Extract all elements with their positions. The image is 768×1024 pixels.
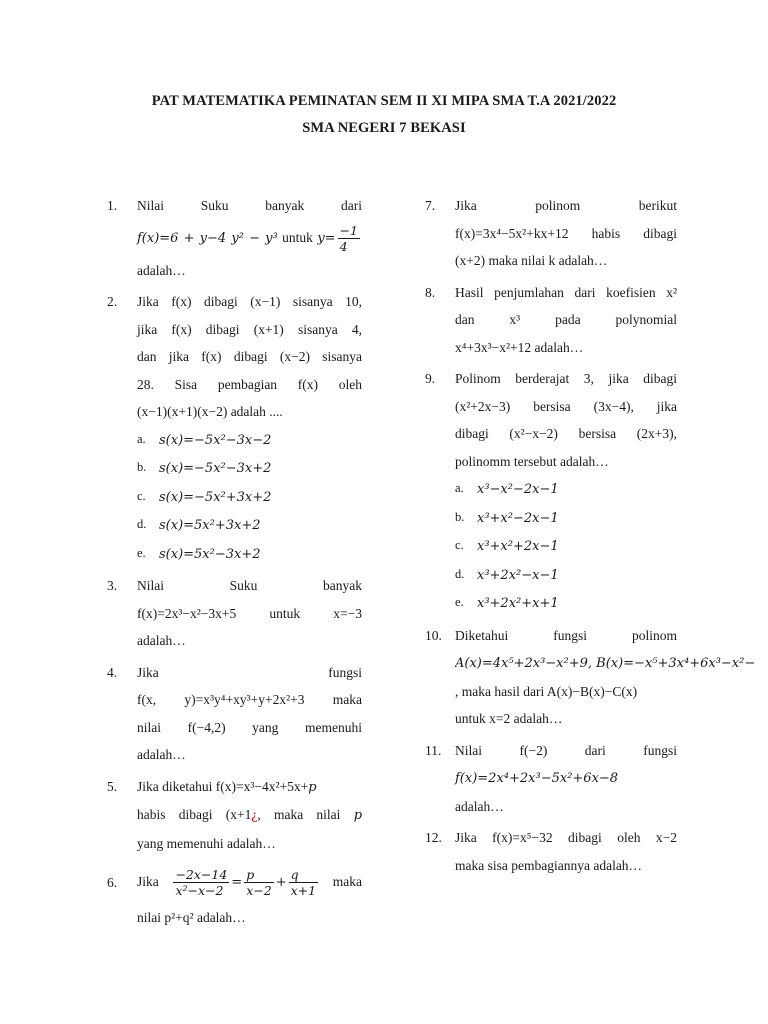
option-e: e. s(x)=5x²−3x+2 (137, 545, 261, 562)
question-4: 4. Jika fungsi f(x, y)=x³y⁴+xy³+y+2x²+3 maka nilai f(−4,2) yang memenuhi adalah… (107, 659, 362, 769)
left-column (107, 192, 362, 936)
question-1: 1. Nilai Suku banyak dari f(x)=6 + y−4 y² − y³ untuk y= $\frac{-1}{4}$ adalah… (107, 192, 362, 284)
question-number: 9. (425, 371, 436, 386)
question-8: 8. Hasil penjumlahan dari koefisien x² dan x³ pada polynomial x⁴+3x³−x²+12 adalah… (425, 279, 677, 362)
question-number: 12. (425, 830, 442, 845)
question-9: 9. Polinom berderajat 3, jika dibagi (x²+2x−3) bersisa (3x−4), jika dibagi (x²−x−2) bersisa (2x+3), polinomm tersebut adalah… a. x³−x²−2x−1 b. x³+x²−2x−1 c. x³+x²+2x−1 d. x³+2x²−x−1 e. x³+2x²+x+1 (425, 365, 677, 618)
question-5: 5. Jika diketahui f(x)=x³−4x²+5x+p habis dibagi (x+1¿, maka nilai p yang memenuhi adalah… (107, 773, 362, 858)
school-name: SMA NEGERI 7 BEKASI (302, 120, 466, 136)
question-11: 11. Nilai f(−2) dari fungsi f(x)=2x⁴+2x³−5x²+6x−8 adalah… (425, 737, 677, 821)
question-number: 6. (107, 875, 118, 890)
option-b: b. x³+x²−2x−1 (455, 509, 559, 526)
question-number: 5. (107, 778, 118, 794)
question-number: 4. (107, 664, 118, 680)
question-number: 8. (425, 284, 436, 300)
question-number: 7. (425, 198, 436, 213)
question-3: 3. Nilai Suku banyak f(x)=2x³−x²−3x+5 untuk x=−3 adalah… (107, 572, 362, 655)
option-d: d. x³+2x²−x−1 (455, 566, 559, 583)
fraction: $\frac{p}{x-2}$ (246, 867, 272, 899)
question-2: 2. Jika f(x) dibagi (x−1) sisanya 10, jika f(x) dibagi (x+1) sisanya 4, dan jika f(x) dibagi (x−2) sisanya 28. Sisa pembagian f(x) oleh (x−1)(x+1)(x−2) adalah .... a. s(x)=−5x²−3x−2 b. s(x)=−5x²−3x+2 c. s(x)=−5x²+3x+2 d. s(x)=5x²+3x+2 e. s(x)=5x²−3x+2 (107, 288, 362, 568)
exam-title: PAT MATEMATIKA PEMINATAN SEM II XI MIPA SMA T.A 2021/2022 (151, 93, 617, 109)
fraction: $\frac{q}{x+1}$ (290, 867, 317, 899)
option-a: a. s(x)=−5x²−3x−2 (137, 431, 272, 448)
question-12: 12. Jika f(x)=x⁵−32 dibagi oleh x−2 maka sisa pembagiannya adalah… (425, 824, 677, 879)
fraction: $\frac{-2x-14}{\text{x²−x−2}}$ (175, 867, 228, 899)
option-c: c. s(x)=−5x²+3x+2 (137, 488, 272, 505)
option-e: e. x³+2x²+x+1 (455, 595, 559, 611)
question-7: 7. Jika polinom berikut f(x)=3x⁴−5x²+kx+12 habis dibagi (x+2) maka nilai k adalah… (425, 192, 677, 275)
option-a: a. x³−x²−2x−1 (455, 481, 559, 497)
option-c: c. x³+x²+2x−1 (455, 538, 559, 554)
question-10: 10. Diketahui fungsi polinom A(x)=4x⁵+2x³−x²+9, B(x)=−x⁵+3x⁴+6x³−x²− , maka hasil dari A(x)−B(x)−C(x) untuk x=2 adalah… (425, 622, 677, 733)
question-number: 11. (425, 742, 442, 758)
question-number: 1. (107, 198, 118, 213)
question-number: 3. (107, 578, 118, 593)
question-number: 2. (107, 294, 118, 309)
question-6: 6. Jika $\frac{-2x-14}{\text{x²−x−2}}$ = $\frac{p}{x-2}$ + $\frac{q}{x+1}$ maka nilai p²+q² adalah… (107, 867, 363, 925)
question-number: 10. (425, 627, 442, 643)
right-column (425, 192, 756, 883)
fraction: $\frac{-1}{4}$ (339, 222, 359, 254)
option-d: d. s(x)=5x²+3x+2 (137, 517, 261, 533)
option-b: b. s(x)=−5x²−3x+2 (137, 460, 272, 476)
